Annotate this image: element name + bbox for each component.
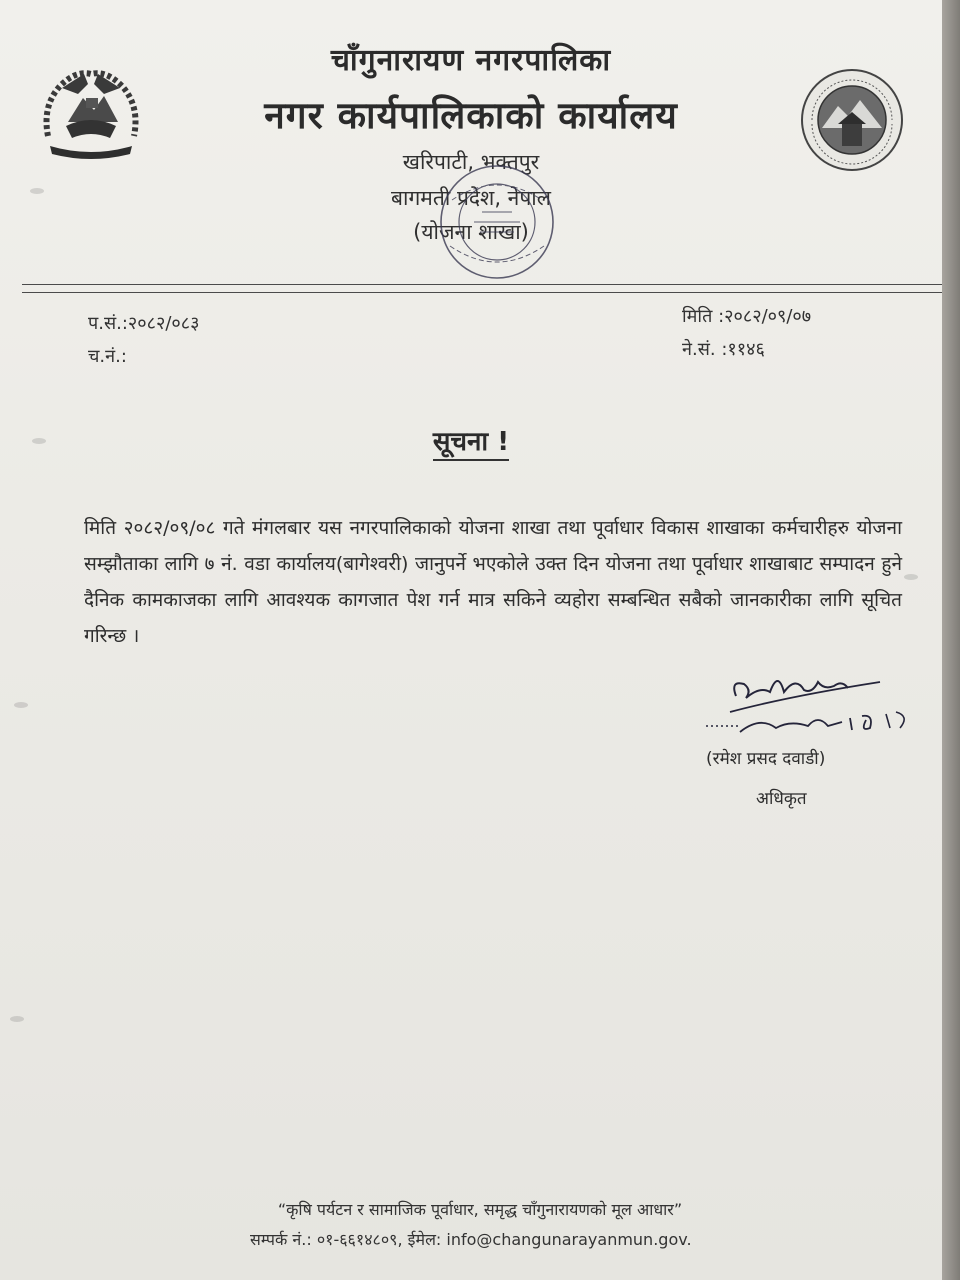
address-line-1: खरिपाटी, भक्तपुर [402, 150, 540, 174]
header-divider-bottom [22, 292, 942, 293]
header-divider-top [22, 284, 942, 285]
notice-body: मिति २०८२/०९/०८ गते मंगलबार यस नगरपालिकाको योजना शाखा तथा पूर्वाधार विकास शाखाका कर्मचारीहरु योजना सम्झौताका लागि ७ नं. वडा कार्यालय(बागेश्वरी) जानुपर्ने भएकोले उक्त दिन योजना तथा पूर्वाधार शाखाबाट सम्पादन हुने दैनिक कामकाजका लागि आवश्यक कागजात पेश गर्न मात्र सकिने व्यहोरा सम्बन्धित सबैको जानकारीका लागि सूचित गरिन्छ । [84, 517, 902, 647]
address-line-2: बागमती प्रदेश, नेपाल [391, 186, 551, 210]
reference-number: प.सं.:२०८२/०८३ [88, 313, 200, 334]
office-stamp-icon [422, 160, 572, 290]
signatory-name: (रमेश प्रसद दवाडी) [706, 749, 826, 769]
branch-name: (योजना शाखा) [413, 220, 529, 244]
paper-smudge [904, 574, 918, 580]
signatory-designation: अधिकृत [756, 789, 807, 809]
notice-title [0, 422, 942, 458]
footer-contact: सम्पर्क नं.: ०१-६६१४८०९, ईमेल: info@changunarayanmun.gov. [250, 1230, 692, 1249]
handwritten-signature-icon [700, 656, 930, 756]
paper-smudge [14, 702, 28, 708]
municipality-name: चाँगुनारायण नगरपालिका [330, 43, 612, 78]
municipality-seal-icon [798, 66, 906, 174]
notice-title-text: सूचना ! [433, 427, 509, 461]
nepal-sambat-year: ने.सं. :११४६ [682, 339, 765, 360]
paper-smudge [10, 1016, 24, 1022]
letter-date: मिति :२०८२/०९/०७ [682, 306, 812, 327]
footer-slogan: “कृषि पर्यटन र सामाजिक पूर्वाधार, समृद्ध चाँगुनारायणको मूल आधार” [277, 1200, 683, 1219]
paper-edge-background [942, 0, 960, 1280]
office-name: नगर कार्यपालिकाको कार्यालय [264, 94, 678, 137]
paper-smudge [32, 438, 46, 444]
dispatch-number: च.नं.: [88, 346, 127, 367]
paper-smudge [30, 188, 44, 194]
